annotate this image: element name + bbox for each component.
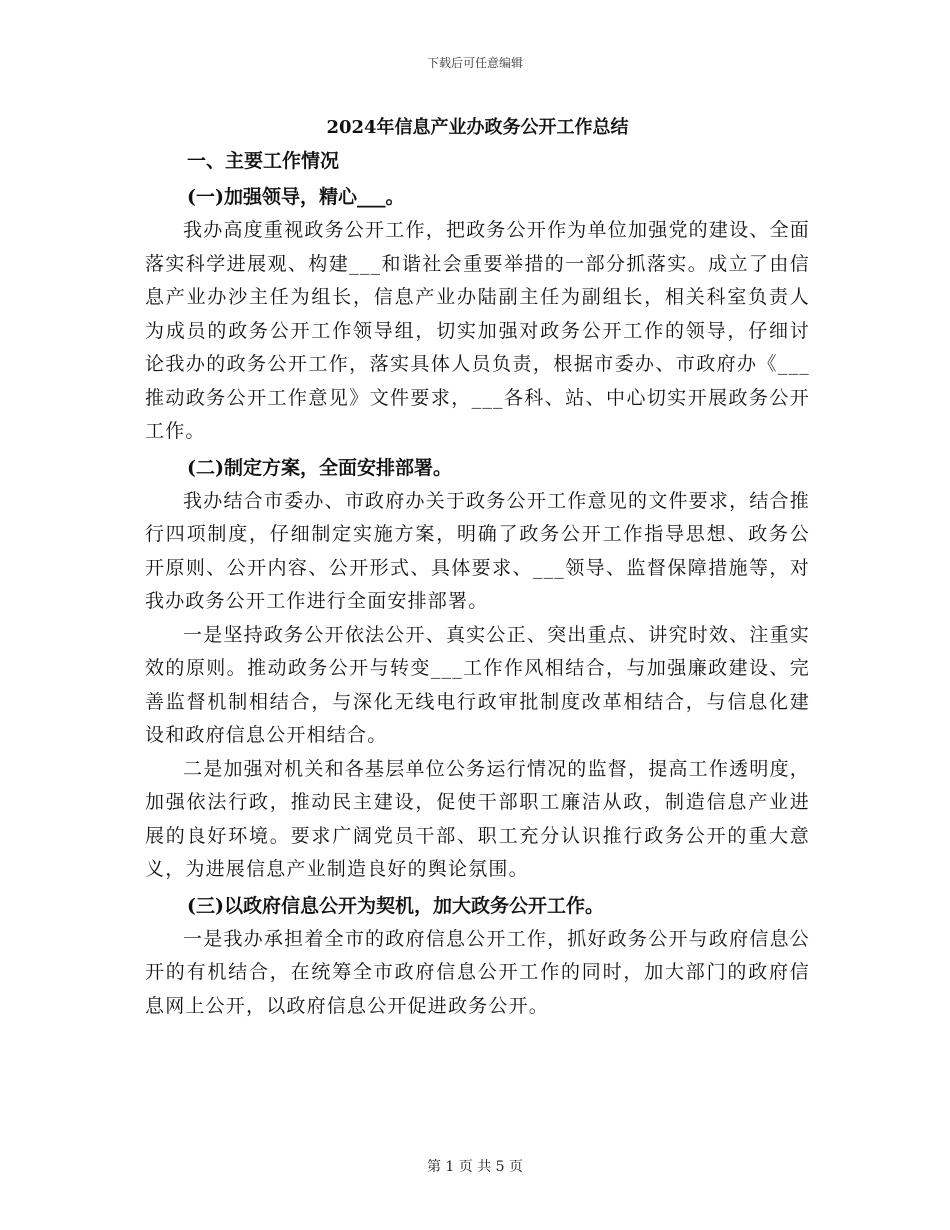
paragraph-3: 一是坚持政务公开依法公开、真实公正、突出重点、讲究时效、注重实效的原则。推动政务公开与转变___工作作风相结合，与加强廉政建设、完善监督机制相结合，与深化无线电行政审批制度改革相结合，与信息化建设和政府信息公开相结合。 — [145, 623, 810, 746]
paragraph-4: 二是加强对机关和各基层单位公务运行情况的监督，提高工作透明度，加强依法行政，推动民主建设，促使干部职工廉洁从政，制造信息产业进展的良好环境。要求广阔党员干部、职工充分认识推行政务公开的重大意义，为进展信息产业制造良好的舆论氛围。 — [145, 757, 810, 880]
paragraph-5: 一是我办承担着全市的政府信息公开工作，抓好政务公开与政府信息公开的有机结合，在统筹全市政府信息公开工作的同时，加大部门的政府信息网上公开，以政府信息公开促进政务公开。 — [145, 927, 810, 1017]
paragraph-2: 我办结合市委办、市政府办关于政务公开工作意见的文件要求，结合推行四项制度，仔细制定实施方案，明确了政务公开工作指导思想、政务公开原则、公开内容、公开形式、具体要求、___领导、监督保障措施等，对我办政务公开工作进行全面安排部署。 — [145, 489, 810, 612]
document-title: 2024年信息产业办政务公开工作总结 — [326, 117, 629, 138]
subsection-heading-3: (三)以政府信息公开为契机，加大政务公开工作。 — [187, 894, 604, 917]
page-indicator: 第 1 页 共 5 页 — [426, 1159, 524, 1175]
document-body — [145, 112, 810, 1023]
header-note: 下载后可任意编辑 — [426, 56, 523, 70]
subsection-heading-1: (一)加强领导，精心___。 — [187, 186, 405, 208]
subsection-heading-2: (二)制定方案，全面安排部署。 — [187, 456, 452, 479]
section-heading-main-work: 一、主要工作情况 — [187, 150, 340, 172]
paragraph-1: 我办高度重视政务公开工作，把政务公开作为单位加强党的建设、全面落实科学进展观、构建___和谐社会重要举措的一部分抓落实。成立了由信息产业办沙主任为组长，信息产业办陆副主任为副组长，相关科室负责人为成员的政务公开工作领导组，切实加强对政务公开工作的领导，仔细讨论我办的政务公开工作，落实具体人员负责，根据市委办、市政府办《___推动政务公开工作意见》文件要求，___各科、站、中心切实开展政务公开工作。 — [145, 219, 810, 442]
